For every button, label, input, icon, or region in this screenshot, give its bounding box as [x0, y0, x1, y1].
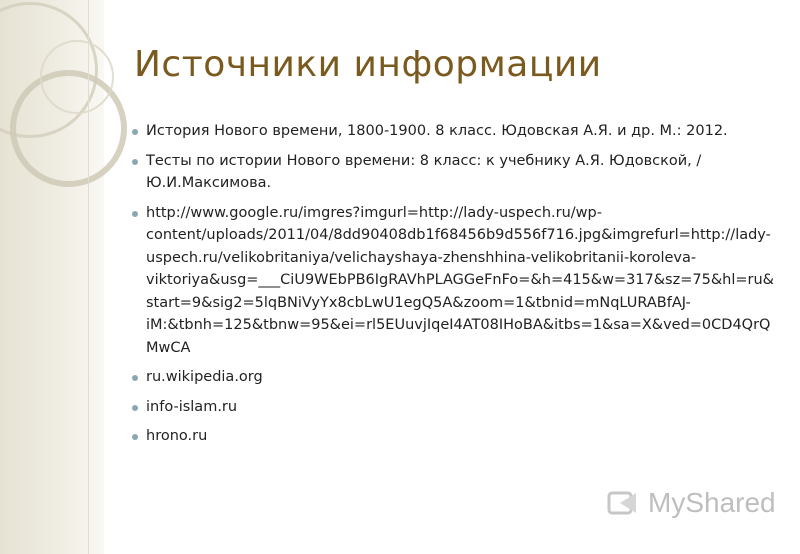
watermark-text: MyShared: [648, 487, 776, 518]
decorative-circle: [40, 40, 114, 114]
myshared-logo-icon: [606, 485, 642, 521]
list-item: Тесты по истории Нового времени: 8 класс: к учебнику А.Я. Юдовской, / Ю.И.Максимова.: [146, 150, 776, 195]
watermark: [606, 485, 776, 521]
list-item: http://www.google.ru/imgres?imgurl=http://lady-uspech.ru/wp-content/uploads/2011/04/8dd90408db1f68456b9d556f716.jpg&imgrefurl=http://lady-uspech.ru/velikobritaniya/velichayshaya-zhenshhina-velikobritanii-koroleva-viktoriya&usg=___CiU9WEbPB6IgRAVhPLAGGeFnFo=&h=415&w=317&sz=75&hl=ru&start=9&sig2=5lqBNiVyYx8cbLwU1egQ5A&zoom=1&tbnid=mNqLURABfAJ-iM:&tbnh=125&tbnw=95&ei=rl5EUuvjIqeI4AT08IHoBA&itbs=1&sa=X&ved=0CD4QrQMwCA: [146, 202, 776, 360]
decorative-line: [88, 0, 89, 554]
list-item: История Нового времени, 1800-1900. 8 класс. Юдовская А.Я. и др. М.: 2012.: [146, 120, 776, 143]
sources-list: [146, 120, 776, 455]
list-item: ru.wikipedia.org: [146, 366, 776, 389]
list-item: hrono.ru: [146, 425, 776, 448]
slide-title: Источники информации: [134, 44, 602, 85]
list-item: info-islam.ru: [146, 396, 776, 419]
